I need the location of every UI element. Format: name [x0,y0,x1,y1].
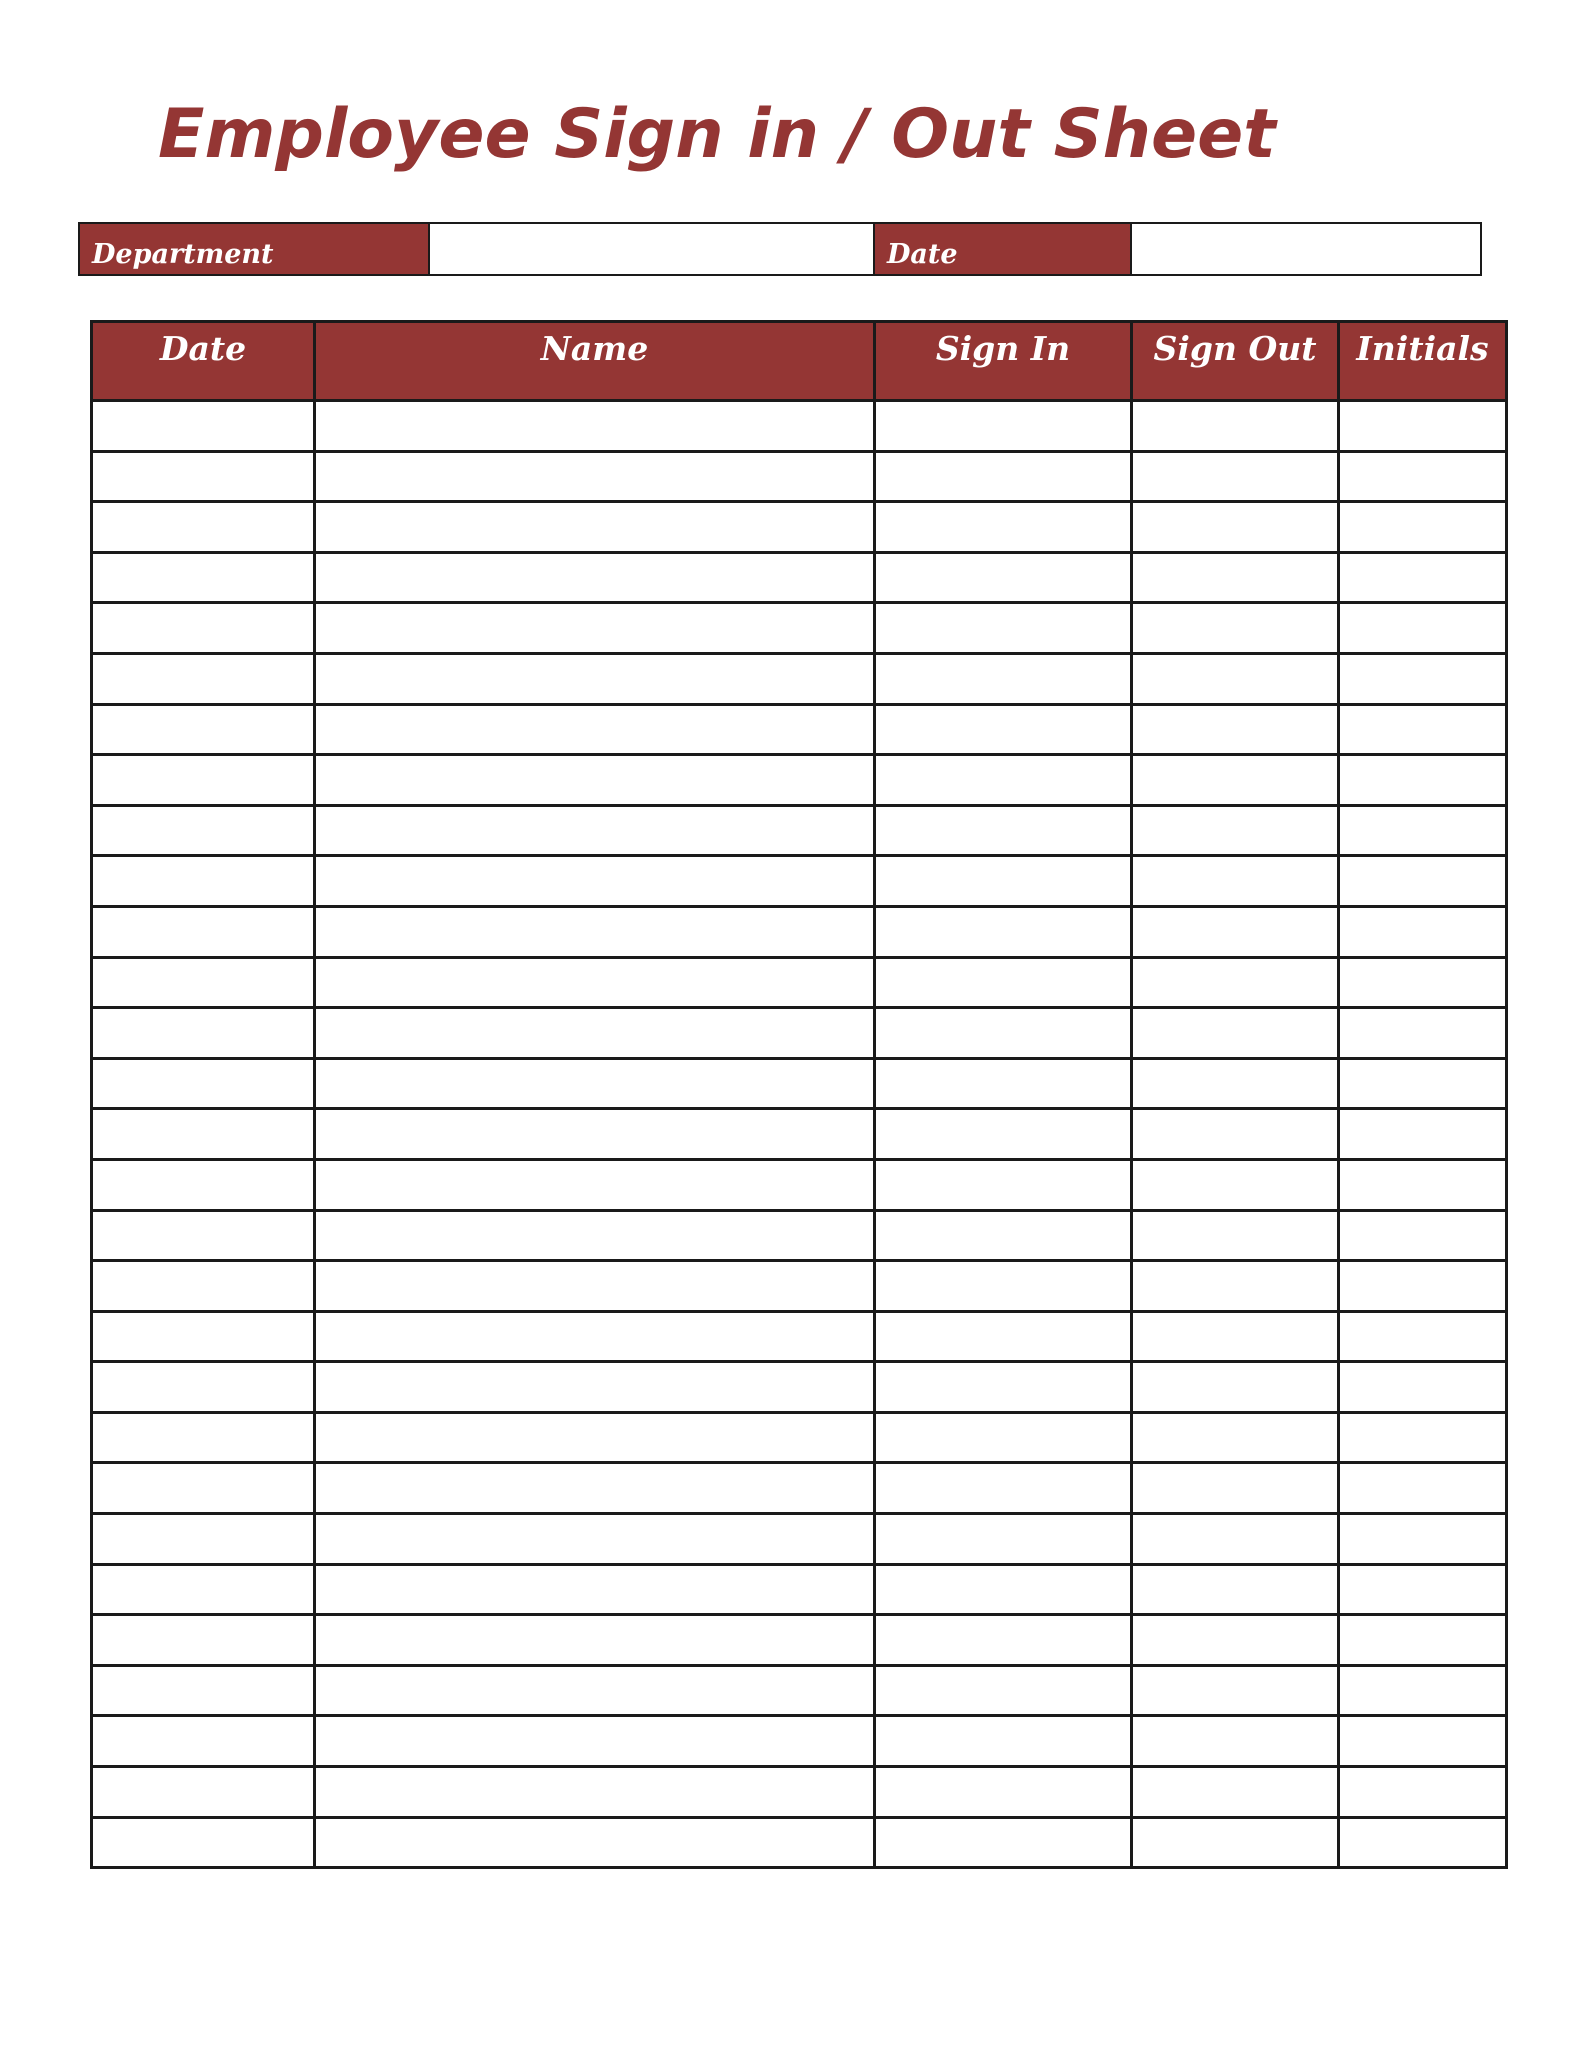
initials-cell[interactable] [1339,603,1507,654]
date-cell[interactable] [92,1362,315,1413]
sign-out-cell[interactable] [1132,957,1339,1008]
name-cell[interactable] [315,1463,875,1514]
name-cell[interactable] [315,603,875,654]
date-cell[interactable] [92,1767,315,1818]
sign-out-cell[interactable] [1132,1463,1339,1514]
name-cell[interactable] [315,957,875,1008]
sign-out-cell[interactable] [1132,451,1339,502]
initials-cell[interactable] [1339,1412,1507,1463]
date-cell[interactable] [92,1058,315,1109]
sign-in-cell[interactable] [875,1008,1132,1059]
date-cell[interactable] [92,1716,315,1767]
table-row [92,1716,1507,1767]
initials-cell[interactable] [1339,957,1507,1008]
sign-out-cell[interactable] [1132,1767,1339,1818]
name-cell[interactable] [315,1311,875,1362]
initials-cell[interactable] [1339,906,1507,957]
sign-in-cell[interactable] [875,653,1132,704]
name-cell[interactable] [315,856,875,907]
initials-cell[interactable] [1339,704,1507,755]
table-row [92,451,1507,502]
initials-cell[interactable] [1339,1311,1507,1362]
initials-cell[interactable] [1339,1716,1507,1767]
sign-out-cell[interactable] [1132,1159,1339,1210]
sign-in-cell[interactable] [875,1109,1132,1160]
sign-in-cell[interactable] [875,1767,1132,1818]
sign-out-cell[interactable] [1132,1109,1339,1160]
name-cell[interactable] [315,1665,875,1716]
sign-out-cell[interactable] [1132,1008,1339,1059]
sign-out-cell[interactable] [1132,1716,1339,1767]
sign-in-cell[interactable] [875,1665,1132,1716]
initials-cell[interactable] [1339,1564,1507,1615]
date-cell[interactable] [92,1412,315,1463]
date-cell[interactable] [92,401,315,452]
table-row [92,1159,1507,1210]
initials-cell[interactable] [1339,1159,1507,1210]
initials-cell[interactable] [1339,1514,1507,1565]
sign-out-cell[interactable] [1132,603,1339,654]
initials-cell[interactable] [1339,1008,1507,1059]
column-header-sign-in: Sign In [875,322,1132,401]
table-row [92,1463,1507,1514]
sign-in-cell[interactable] [875,1311,1132,1362]
initials-cell[interactable] [1339,653,1507,704]
sign-out-cell[interactable] [1132,552,1339,603]
sign-out-cell[interactable] [1132,755,1339,806]
sign-in-cell[interactable] [875,1817,1132,1868]
date-field[interactable] [1132,224,1480,274]
table-row [92,552,1507,603]
initials-cell[interactable] [1339,1109,1507,1160]
sign-in-cell[interactable] [875,1261,1132,1312]
initials-cell[interactable] [1339,1210,1507,1261]
date-cell[interactable] [92,704,315,755]
name-cell[interactable] [315,1615,875,1666]
table-row [92,1817,1507,1868]
sign-out-cell[interactable] [1132,1210,1339,1261]
date-cell[interactable] [92,451,315,502]
table-row [92,1008,1507,1059]
sign-in-cell[interactable] [875,1564,1132,1615]
sign-in-cell[interactable] [875,552,1132,603]
date-cell[interactable] [92,957,315,1008]
sheet-title: Employee Sign in / Out Sheet [158,95,1276,174]
info-bar [78,222,1482,276]
sign-in-cell[interactable] [875,451,1132,502]
date-cell[interactable] [92,1008,315,1059]
date-cell[interactable] [92,755,315,806]
table-row [92,653,1507,704]
date-cell[interactable] [92,906,315,957]
sign-in-cell[interactable] [875,856,1132,907]
initials-cell[interactable] [1339,451,1507,502]
name-cell[interactable] [315,805,875,856]
sign-out-cell[interactable] [1132,653,1339,704]
name-cell[interactable] [315,1109,875,1160]
name-cell[interactable] [315,1716,875,1767]
table-row [92,805,1507,856]
name-cell[interactable] [315,1261,875,1312]
sign-in-cell[interactable] [875,1412,1132,1463]
table-header-row [92,322,1507,401]
name-cell[interactable] [315,1767,875,1818]
sign-out-cell[interactable] [1132,1514,1339,1565]
initials-cell[interactable] [1339,1058,1507,1109]
table-row [92,1058,1507,1109]
sign-in-cell[interactable] [875,755,1132,806]
table-row [92,1564,1507,1615]
table-row [92,755,1507,806]
name-cell[interactable] [315,1008,875,1059]
sign-out-cell[interactable] [1132,1817,1339,1868]
table-row [92,856,1507,907]
sign-out-cell[interactable] [1132,805,1339,856]
name-cell[interactable] [315,653,875,704]
initials-cell[interactable] [1339,552,1507,603]
name-cell[interactable] [315,1159,875,1210]
date-cell[interactable] [92,1210,315,1261]
initials-cell[interactable] [1339,502,1507,553]
name-cell[interactable] [315,401,875,452]
table-row [92,1109,1507,1160]
name-cell[interactable] [315,1514,875,1565]
date-cell[interactable] [92,1514,315,1565]
initials-cell[interactable] [1339,1261,1507,1312]
table-row [92,1362,1507,1413]
name-cell[interactable] [315,451,875,502]
initials-cell[interactable] [1339,1362,1507,1413]
initials-cell[interactable] [1339,401,1507,452]
name-cell[interactable] [315,1210,875,1261]
sign-in-cell[interactable] [875,957,1132,1008]
sign-in-cell[interactable] [875,1058,1132,1109]
sign-in-cell[interactable] [875,603,1132,654]
sign-out-cell[interactable] [1132,1412,1339,1463]
name-cell[interactable] [315,1058,875,1109]
date-label: Date [875,224,1132,274]
sign-in-cell[interactable] [875,1463,1132,1514]
name-cell[interactable] [315,755,875,806]
sign-in-cell[interactable] [875,805,1132,856]
sign-out-cell[interactable] [1132,1362,1339,1413]
date-cell[interactable] [92,653,315,704]
table-row [92,502,1507,553]
sign-out-cell[interactable] [1132,856,1339,907]
name-cell[interactable] [315,1564,875,1615]
table-row [92,1615,1507,1666]
column-header-sign-out: Sign Out [1132,322,1339,401]
table-row [92,1767,1507,1818]
sign-out-cell[interactable] [1132,1261,1339,1312]
date-cell[interactable] [92,603,315,654]
sign-out-cell[interactable] [1132,1311,1339,1362]
sign-in-cell[interactable] [875,906,1132,957]
name-cell[interactable] [315,552,875,603]
date-cell[interactable] [92,1665,315,1716]
table-row [92,1412,1507,1463]
sign-in-cell[interactable] [875,502,1132,553]
date-cell[interactable] [92,1817,315,1868]
initials-cell[interactable] [1339,1665,1507,1716]
sign-out-cell[interactable] [1132,401,1339,452]
name-cell[interactable] [315,1362,875,1413]
sign-out-cell[interactable] [1132,502,1339,553]
table-row [92,1514,1507,1565]
sign-in-log-table [90,320,1508,1869]
sign-out-cell[interactable] [1132,1058,1339,1109]
sign-in-cell[interactable] [875,1615,1132,1666]
initials-cell[interactable] [1339,856,1507,907]
table-row [92,603,1507,654]
column-header-date: Date [92,322,315,401]
initials-cell[interactable] [1339,1615,1507,1666]
sign-in-cell[interactable] [875,1159,1132,1210]
sign-in-cell[interactable] [875,1362,1132,1413]
date-cell[interactable] [92,1564,315,1615]
sign-in-cell[interactable] [875,1514,1132,1565]
table-row [92,1261,1507,1312]
sign-out-cell[interactable] [1132,1615,1339,1666]
table-row [92,704,1507,755]
sign-in-cell[interactable] [875,401,1132,452]
name-cell[interactable] [315,502,875,553]
name-cell[interactable] [315,1817,875,1868]
table-row [92,1311,1507,1362]
sign-in-cell[interactable] [875,1210,1132,1261]
date-cell[interactable] [92,1159,315,1210]
date-cell[interactable] [92,552,315,603]
initials-cell[interactable] [1339,1463,1507,1514]
table-body [92,401,1507,1868]
column-header-initials: Initials [1339,322,1507,401]
sign-out-cell[interactable] [1132,906,1339,957]
name-cell[interactable] [315,906,875,957]
date-cell[interactable] [92,856,315,907]
name-cell[interactable] [315,704,875,755]
sign-in-cell[interactable] [875,1716,1132,1767]
date-cell[interactable] [92,805,315,856]
initials-cell[interactable] [1339,1767,1507,1818]
initials-cell[interactable] [1339,1817,1507,1868]
table-row [92,906,1507,957]
sign-out-cell[interactable] [1132,1564,1339,1615]
name-cell[interactable] [315,1412,875,1463]
date-cell[interactable] [92,1261,315,1312]
date-cell[interactable] [92,502,315,553]
sign-out-cell[interactable] [1132,704,1339,755]
table-row [92,1665,1507,1716]
initials-cell[interactable] [1339,805,1507,856]
sign-in-cell[interactable] [875,704,1132,755]
date-cell[interactable] [92,1109,315,1160]
initials-cell[interactable] [1339,755,1507,806]
date-cell[interactable] [92,1615,315,1666]
department-field[interactable] [430,224,875,274]
date-cell[interactable] [92,1311,315,1362]
date-cell[interactable] [92,1463,315,1514]
column-header-name: Name [315,322,875,401]
table-row [92,957,1507,1008]
table-row [92,401,1507,452]
department-label: Department [80,224,430,274]
sign-out-cell[interactable] [1132,1665,1339,1716]
table-row [92,1210,1507,1261]
